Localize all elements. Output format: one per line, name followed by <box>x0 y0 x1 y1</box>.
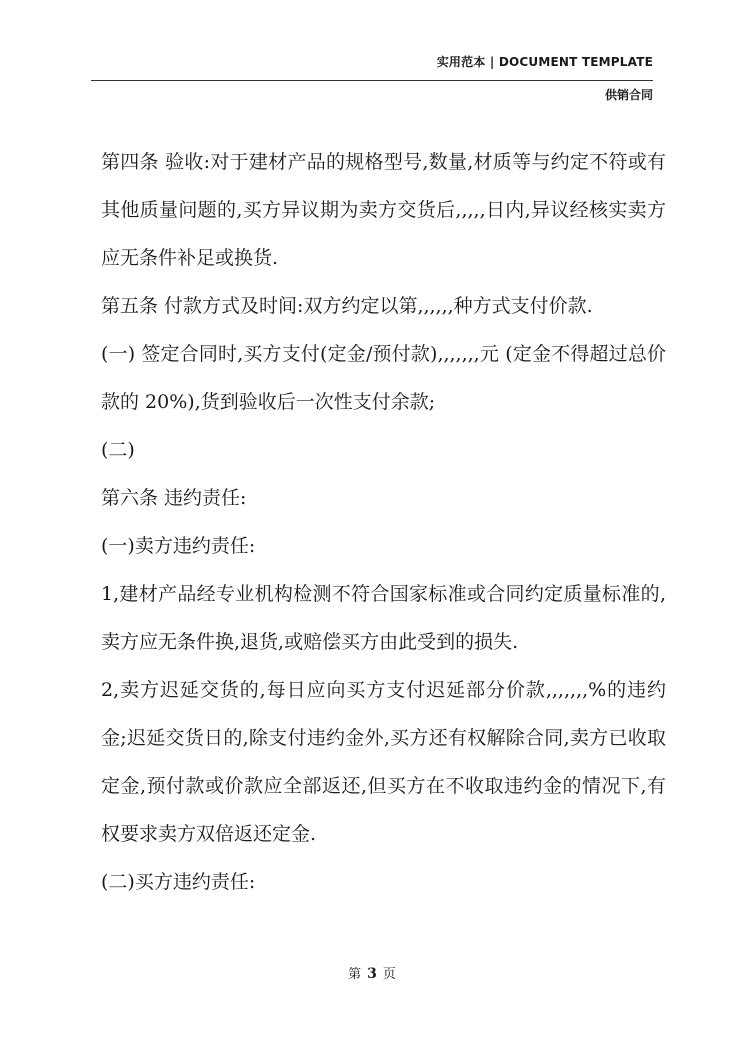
paragraph-article-6-liability: 第六条 违约责任: <box>101 487 247 509</box>
document-body <box>101 138 666 906</box>
paragraph-seller-liability-2: 2,卖方迟延交货的,每日应向买方支付迟延部分价款,,,,,,,%的违约金;迟延交货日的,除支付违约金外,买方还有权解除合同,卖方已收取定金,预付款或价款应全部返还,但买方在不收取违约金的情况下,有权要求卖方双倍返还定金. <box>101 679 666 845</box>
paragraph-article-4-acceptance: 第四条 验收:对于建材产品的规格型号,数量,材质等与约定不符或有其他质量问题的,买方异议期为卖方交货后,,,,,日内,异议经核实卖方应无条件补足或换货. <box>101 151 666 269</box>
paragraph-payment-option-1: (一) 签定合同时,买方支付(定金/预付款),,,,,,,元 (定金不得超过总价款的 20%),货到验收后一次性支付余款; <box>101 343 666 413</box>
page-footer <box>0 963 744 982</box>
paragraph-article-5-payment: 第五条 付款方式及时间:双方约定以第,,,,,,种方式支付价款. <box>101 295 593 317</box>
paragraph-buyer-liability-heading: (二)买方违约责任: <box>101 871 256 893</box>
paragraph-seller-liability-heading: (一)卖方违约责任: <box>101 535 256 557</box>
header-subtitle: 供销合同 <box>604 88 653 102</box>
paragraph-seller-liability-1: 1,建材产品经专业机构检测不符合国家标准或合同约定质量标准的,卖方应无条件换,退货,或赔偿买方由此受到的损失. <box>101 583 666 653</box>
header-title: 实用范本 | DOCUMENT TEMPLATE <box>436 55 653 69</box>
header-divider <box>91 80 653 81</box>
page-number: 3 <box>367 966 377 982</box>
footer-suffix: 页 <box>382 967 396 982</box>
footer-prefix: 第 <box>348 967 362 982</box>
paragraph-payment-option-2: (二) <box>101 439 135 461</box>
